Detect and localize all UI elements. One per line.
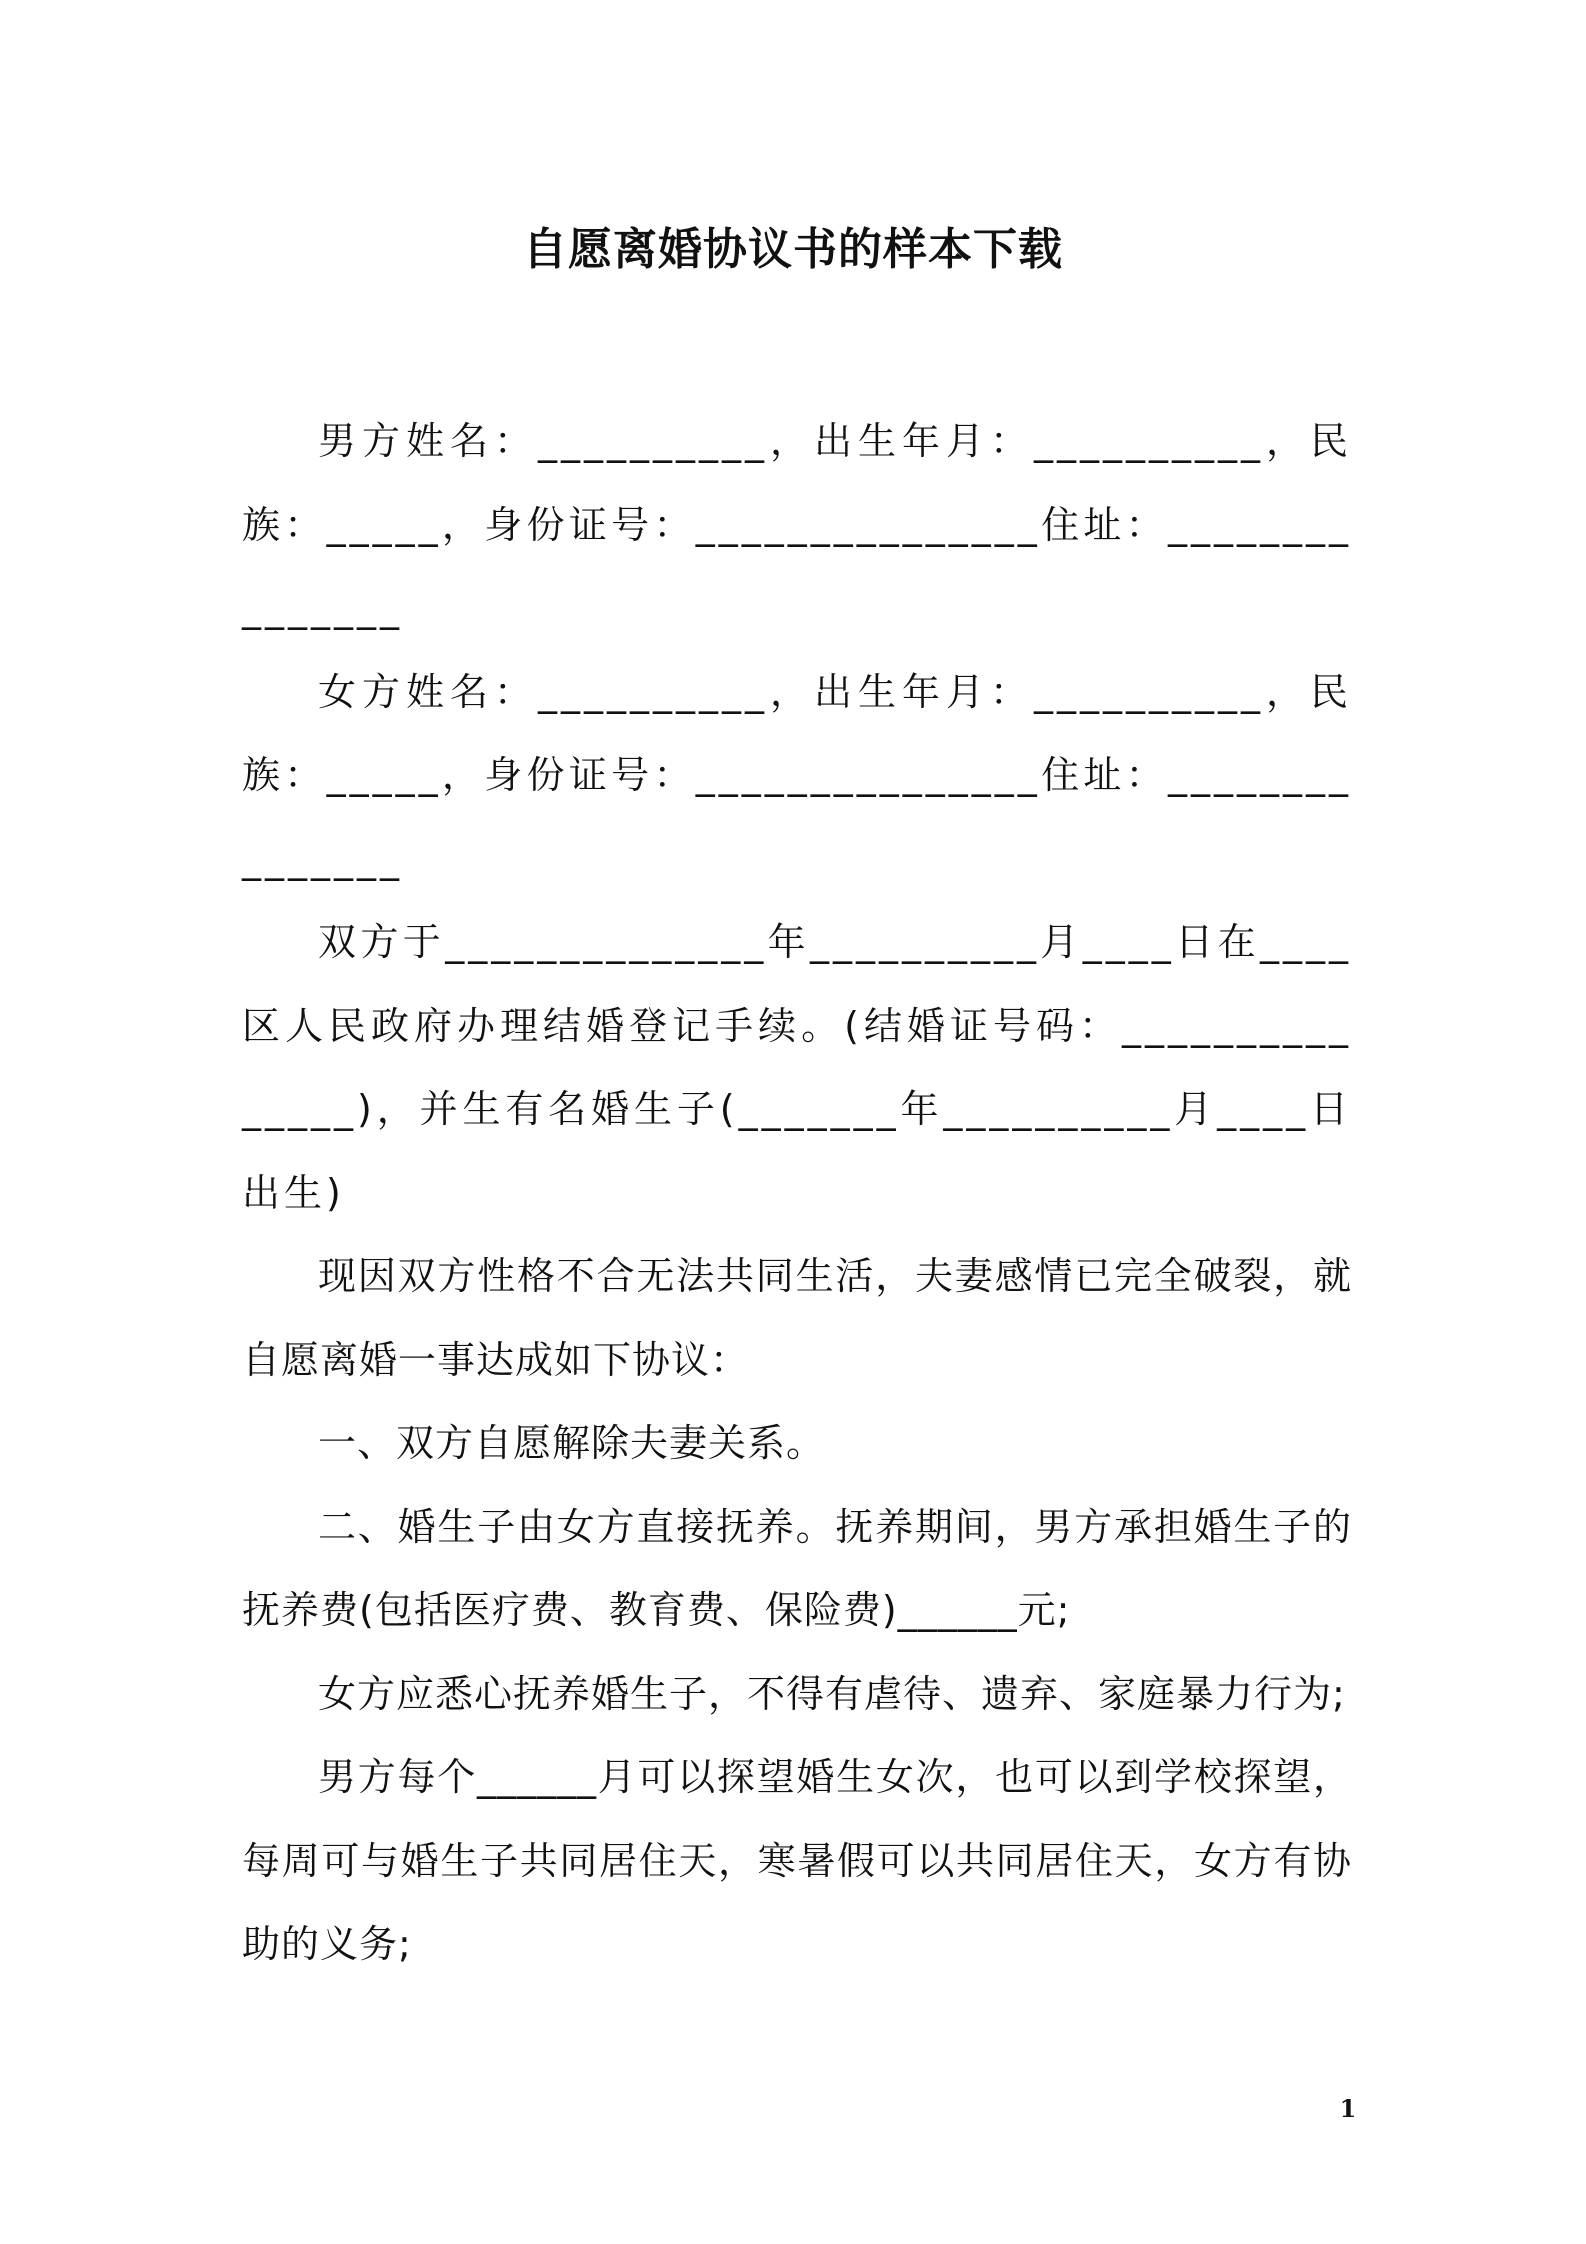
document-body xyxy=(242,400,1352,1987)
visitation-paragraph: 男方每个______月可以探望婚生女次，也可以到学校探望，每周可与婚生子共同居住天，寒暑假可以共同居住天，女方有协助的义务; xyxy=(242,1755,1352,1966)
custody-duty-paragraph: 女方应悉心抚养婚生子，不得有虐待、遗弃、家庭暴力行为; xyxy=(318,1671,1346,1716)
divorce-reason-paragraph: 现因双方性格不合无法共同生活，夫妻感情已完全破裂，就自愿离婚一事达成如下协议： xyxy=(242,1254,1352,1382)
marriage-registration-paragraph: 双方于______________年__________月____日在____区人民政府办理结婚登记手续。(结婚证号码：_______________)，并生有名婚生子(_______年__________月____日出生) xyxy=(242,920,1352,1215)
clause-1-paragraph: 一、双方自愿解除夫妻关系。 xyxy=(318,1421,826,1465)
male-party-info-paragraph: 男方姓名：__________，出生年月：__________，民族：_____，身份证号：_______________住址：_______________ xyxy=(242,419,1352,630)
female-party-info-paragraph: 女方姓名：__________，出生年月：__________，民族：_____，身份证号：_______________住址：_______________ xyxy=(242,669,1352,881)
page-title: 自愿离婚协议书的样本下载 xyxy=(523,224,1063,275)
clause-2-paragraph: 二、婚生子由女方直接抚养。抚养期间，男方承担婚生子的抚养费(包括医疗费、教育费、保险费)______元; xyxy=(242,1504,1352,1632)
page-number: 1 xyxy=(1339,2094,1357,2123)
